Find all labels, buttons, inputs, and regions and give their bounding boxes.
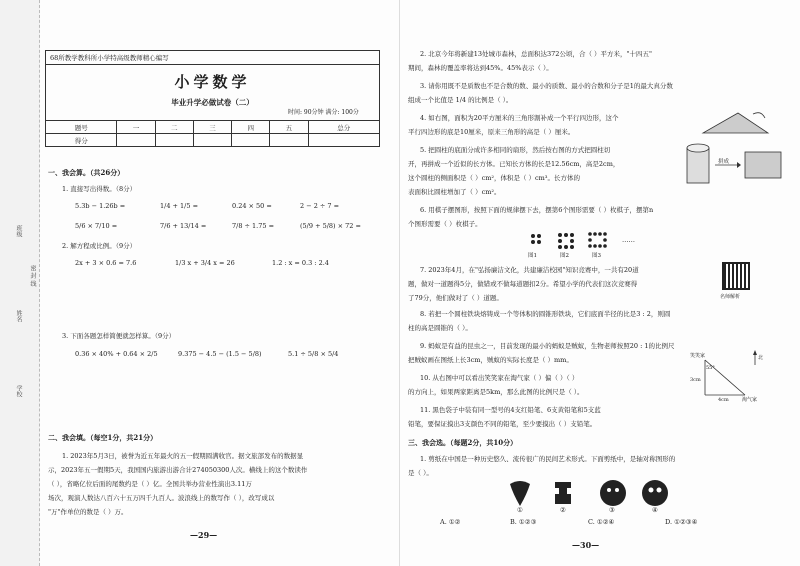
- papercut-images: [505, 476, 675, 512]
- q1-prompt: 1. 直接写出得数。（8分）: [62, 185, 137, 193]
- choice-q1-line: 是（ ）。: [408, 469, 433, 477]
- map-house1: 笑笑家: [690, 353, 706, 359]
- figure-label: 图1: [528, 253, 537, 259]
- equation-item: 1/3 x + 3/4 x = 26: [175, 259, 235, 267]
- qr-code-icon[interactable]: [722, 262, 750, 290]
- exam-title: 小学数学: [174, 73, 251, 91]
- fill-q11-line: 铅笔，要保证摸出3支颜色不同的铅笔，至少要摸出（ ）支铅笔。: [408, 420, 597, 428]
- map-house2: 淘气家: [742, 397, 758, 403]
- pattern-ellipsis: ……: [622, 236, 635, 244]
- page-number: —30—: [572, 540, 600, 550]
- section-3-heading: 三、我会选。（每题2分，共10分）: [408, 438, 518, 447]
- score-input-cell[interactable]: [117, 134, 155, 147]
- q2-prompt: 2. 解方程或比例。（9分）: [62, 242, 137, 250]
- chess-pattern-figure: [528, 232, 618, 252]
- cylinder-figure: [685, 140, 785, 190]
- calc-item: 0.24 × 50 =: [232, 202, 272, 210]
- fill-q3-line: 3. 请你用既不是质数也不是合数的数、最小的质数、最小的合数和分子是1的最大真分数: [420, 82, 673, 90]
- qr-caption: 名师解析: [720, 294, 741, 300]
- simplify-item: 9.375 − 4.5 − (1.5 − 5/8): [178, 350, 262, 358]
- q3-prompt: 3. 下面各题怎样简便就怎样算。（9分）: [62, 332, 176, 340]
- calc-item: (5/9 + 5/8) × 72 =: [300, 222, 361, 230]
- calc-item: 2 − 2 ÷ 7 =: [300, 202, 340, 210]
- seal-line-label: 密 封 线: [29, 265, 36, 287]
- fill-q2-line: 期间，森林的覆盖率将达到45%。45%表示（ ）。: [408, 64, 553, 72]
- margin-label-class: 班级: [15, 225, 22, 237]
- fill-q4-line: 平行四边形的底是10厘米，原来三角形的高是（ ）厘米。: [408, 128, 575, 136]
- simplify-item: 0.36 × 40% + 0.64 × 2/5: [75, 350, 158, 358]
- fill-q7-line: 7. 2023年4月，在"弘扬廉洁文化，共建廉洁校园"知识竞赛中，一共有20道: [420, 266, 639, 274]
- option-d[interactable]: D. ①②③④: [665, 518, 698, 526]
- fill-q7-line: 题，做对一道题得5分，做错或不做每道题扣2分。希望小学的代表们这次竞赛得: [408, 280, 638, 288]
- section-1-heading: 一、我会算。（共26分）: [48, 168, 125, 177]
- papercut-mark: ④: [652, 506, 658, 514]
- equation-item: 2x + 3 × 0.6 = 7.6: [75, 259, 137, 267]
- calc-item: 5/6 × 7/10 =: [75, 222, 118, 230]
- score-cell: 总分: [308, 121, 379, 134]
- fill-q2-line: 2. 北京今年将新建13处城市森林，总面积达372公顷，合（ ）平方米，"十四五": [420, 50, 652, 58]
- figure-label: 图3: [592, 253, 601, 259]
- fill-q5-line: 表面积比圆柱增加了（ ）cm²。: [408, 188, 501, 196]
- map-vertical: 3cm: [690, 377, 701, 383]
- score-cell: 得分: [46, 134, 117, 147]
- calc-item: 5.3b − 1.26b =: [75, 202, 126, 210]
- right-page: [400, 0, 800, 566]
- fill-q1-line: 场次，观演人数达八百六十五万四千九百人。波浪线上的数写作（ ），改写成以: [48, 494, 275, 502]
- score-input-cell[interactable]: [155, 134, 193, 147]
- option-b[interactable]: B. ①②③: [510, 518, 537, 526]
- choice-q1-line: 1. 剪纸在中国是一种历史悠久、流传很广的民间艺术形式。下面剪纸中，是轴对称图形的: [420, 455, 676, 463]
- score-input-cell[interactable]: [308, 134, 379, 147]
- map-horizontal: 4cm: [718, 397, 729, 403]
- fill-q3-line: 组成一个比值是 1/4 的比例是（ ）。: [408, 96, 513, 104]
- option-c[interactable]: C. ①②④: [588, 518, 615, 526]
- score-table: [45, 120, 380, 147]
- fill-q9-line: 9. 蚂蚁是有益的昆虫之一，目前发现的最小的蚂蚁是贼蚁，生物老师按照20 : 1的比例尺: [420, 342, 675, 350]
- fill-q11-line: 11. 黑色袋子中装有同一型号的4支红铅笔、6支黄铅笔和5支蓝: [420, 406, 601, 414]
- fill-q1-line: "万"作单位的数是（ ）万。: [48, 508, 128, 516]
- fill-q5-line: 开，再拼成一个近似的长方体。已知长方体的长是12.56cm，高是2cm，: [408, 160, 620, 168]
- calc-item: 7/8 ÷ 1.75 =: [232, 222, 275, 230]
- fill-q6-line: 个图形需要（ ）枚棋子。: [408, 220, 482, 228]
- fill-q1-line: 1. 2023年5月3日，被誉为近五年最火的五一假期圆满收官。据文旅部发布的数据显: [62, 452, 304, 460]
- seal-margin: [0, 0, 40, 566]
- score-cell: 四: [232, 121, 270, 134]
- score-table-row: [46, 134, 380, 147]
- fill-q7-line: 了79分，他们做对了（ ）道题。: [408, 294, 503, 302]
- papercut-mark: ①: [517, 506, 523, 514]
- score-cell: 三: [193, 121, 231, 134]
- fill-q8-line: 柱的高是圆锥的（ ）。: [408, 324, 472, 332]
- fill-q6-line: 6. 用棋子摆图形，按照下面的规律摆下去，摆第6个图形需要（ ）枚棋子，摆第n: [420, 206, 654, 214]
- calc-item: 7/6 + 13/14 =: [160, 222, 207, 230]
- fill-q9-line: 把贼蚁画在图纸上长3cm，贼蚁的实际长度是（ ）mm。: [408, 356, 573, 364]
- page-number: —29—: [190, 530, 218, 540]
- calc-item: 1/4 + 1/5 =: [160, 202, 199, 210]
- section-2-heading: 二、我会填。（每空1分，共21分）: [48, 433, 158, 442]
- score-input-cell[interactable]: [232, 134, 270, 147]
- fill-q1-line: 示，2023年五一假期5天，我国国内旅游出游合计274050300人次。横线上的这个数读作: [48, 466, 308, 474]
- fill-q4-line: 4. 如右图，面积为20平方厘米的三角形割补成一个平行四边形，这个: [420, 114, 619, 122]
- score-cell: 五: [270, 121, 308, 134]
- map-north: 北: [758, 355, 764, 361]
- papercut-mark: ②: [560, 506, 566, 514]
- score-cell: 二: [155, 121, 193, 134]
- margin-label-name: 姓名: [15, 310, 22, 322]
- fill-q5-line: 5. 把圆柱的底面分成许多相同的扇形，然后按右图的方式把圆柱切: [420, 146, 611, 154]
- score-cell: 题号: [46, 121, 117, 134]
- triangle-figure: [698, 108, 778, 138]
- cylinder-label: 拼成: [718, 159, 730, 165]
- equation-item: 1.2 : x = 0.3 : 2.4: [272, 259, 329, 267]
- score-table-row: [46, 121, 380, 134]
- publisher-line: 68所教学教科所小学特高级教师精心编写: [46, 51, 379, 65]
- papercut-mark: ③: [609, 506, 615, 514]
- fill-q1-line: （ ），省略亿位后面的尾数约是（ ）亿。全国共举办营业性演出3.11万: [48, 480, 252, 488]
- option-a[interactable]: A. ①②: [440, 518, 461, 526]
- simplify-item: 5.1 ÷ 5/8 × 5/4: [288, 350, 339, 358]
- fill-q10-line: 的方向上，如果两家距离是5km，那么此图的比例尺是（ ）。: [408, 388, 584, 396]
- figure-label: 图2: [560, 253, 569, 259]
- score-input-cell[interactable]: [193, 134, 231, 147]
- exam-time: 时间: 90分钟 满分: 100分: [288, 109, 359, 116]
- score-cell: 一: [117, 121, 155, 134]
- fill-q8-line: 8. 若把一个圆柱铁块熔铸成一个等体积的圆锥形铁块，它们底面半径的比是3 : 2，则圆: [420, 310, 671, 318]
- exam-subtitle: 毕业升学必做试卷（二）: [171, 98, 254, 107]
- fill-q5-line: 这个圆柱的侧面积是（ ）cm²，体积是（ ）cm³。长方体的: [408, 174, 580, 182]
- fill-q10-line: 10. 从右图中可以看出笑笑家在淘气家（ ）偏（ ）（ ）: [420, 374, 579, 382]
- score-input-cell[interactable]: [270, 134, 308, 147]
- margin-label-school: 学校: [15, 385, 22, 397]
- map-angle: 55°: [706, 365, 715, 371]
